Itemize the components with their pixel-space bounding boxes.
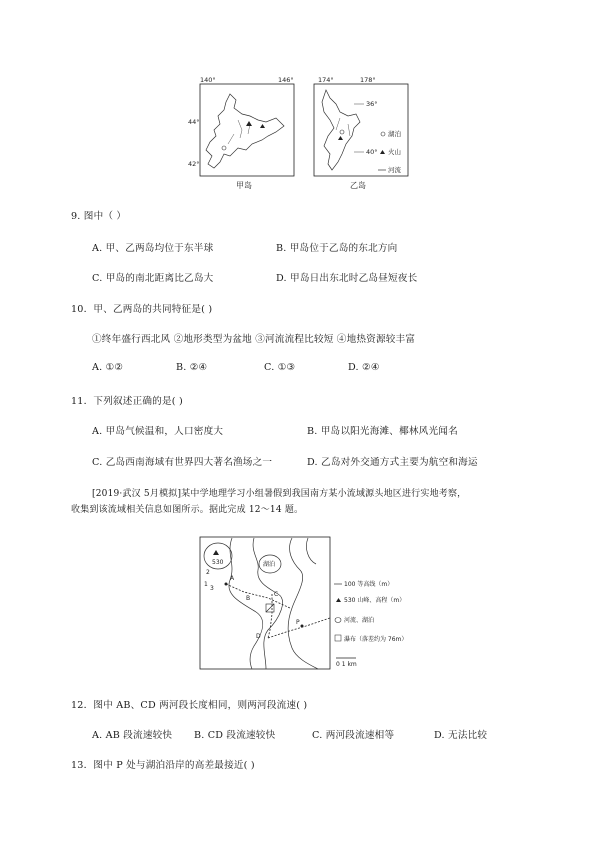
label-b: B xyxy=(246,595,251,602)
q9-option-b[interactable]: B. 甲岛位于乙岛的东北方向 xyxy=(276,243,398,254)
q10-option-c[interactable]: C. ①③ xyxy=(264,362,296,373)
q11-option-c[interactable]: C. 乙岛西南海域有世界四大著名渔场之一 xyxy=(92,457,273,468)
q11-option-b[interactable]: B. 甲岛以阳光海滩、椰林风光闻名 xyxy=(307,426,458,437)
q12-option-d[interactable]: D. 无法比较 xyxy=(434,730,488,741)
yi-volcano xyxy=(338,136,343,140)
lake-label: 湖泊 xyxy=(263,561,276,568)
jia-caption: 甲岛 xyxy=(236,181,252,190)
yi-lon-label-2: 178° xyxy=(360,76,376,84)
contour-line-1 xyxy=(229,538,263,669)
q10-option-a[interactable]: A. ①② xyxy=(92,362,124,373)
q12-option-b[interactable]: B. CD 段流速较快 xyxy=(194,730,276,741)
q10-statements: ①终年盛行西北风 ②地形类型为盆地 ③河流流程比较短 ④地热资源较丰富 xyxy=(92,334,416,345)
legend-river-lake: 河流、湖泊 xyxy=(344,617,375,624)
jia-lat-label-1: 44° xyxy=(188,118,200,126)
q11-stem: 11．下列叙述正确的是( ) xyxy=(71,396,183,407)
legend-river: 河流 xyxy=(388,166,401,174)
q10-stem: 10．甲、乙两岛的共同特征是( ) xyxy=(71,304,213,315)
jia-lon-label-1: 140° xyxy=(200,76,216,84)
contour-line-3 xyxy=(288,538,318,669)
q11-option-a[interactable]: A. 甲岛气候温和，人口密度大 xyxy=(92,426,224,437)
intro-line-1: [2019·武汉 5月模拟]某中学地理学习小组暑假到我国南方某小流域源头地区进行实地考察， xyxy=(92,489,467,499)
q11-option-d[interactable]: D. 乙岛对外交通方式主要为航空和海运 xyxy=(307,457,478,468)
label-c: C xyxy=(274,591,279,598)
intro-line-2: 收集到该流域相关信息如图所示。据此完成 12～14 题。 xyxy=(71,505,304,515)
lake-legend-icon xyxy=(381,132,385,136)
q10-option-b[interactable]: B. ②④ xyxy=(176,362,208,373)
river-lake-legend-icon xyxy=(335,618,341,623)
jia-lon-label-2: 146° xyxy=(278,76,294,84)
watershed-map-frame xyxy=(200,537,330,669)
peak-legend-icon xyxy=(336,598,341,602)
label-num3: 3 xyxy=(210,585,214,592)
peak-value: 530 xyxy=(212,559,224,566)
jia-lat-label-2: 42° xyxy=(188,160,200,168)
legend-scale: 0 1 km xyxy=(336,661,357,668)
q12-stem: 12．图中 AB、CD 两河段长度相同，则两河段流速( ) xyxy=(71,700,308,711)
yi-lat-label-1: 36° xyxy=(366,100,378,108)
q13-stem: 13．图中 P 处与湖泊沿岸的高差最接近( ) xyxy=(71,760,255,771)
yi-caption: 乙岛 xyxy=(350,181,366,190)
q10-option-d[interactable]: D. ②④ xyxy=(348,362,380,373)
q12-option-a[interactable]: A. AB 段流速较快 xyxy=(92,730,173,741)
yi-river xyxy=(336,118,350,136)
label-p: P xyxy=(296,619,300,626)
waterfall-hatch xyxy=(266,604,274,612)
legend-lake: 湖泊 xyxy=(388,130,401,138)
label-num2: 2 xyxy=(206,569,210,576)
river-down xyxy=(268,594,272,638)
legend-peak: 530 山峰、高程（m） xyxy=(344,597,406,604)
watershed-map-figure xyxy=(196,534,436,674)
q12-option-c[interactable]: C. 两河段流速相等 xyxy=(312,730,395,741)
waterfall-legend-icon xyxy=(335,635,341,641)
q9-option-d[interactable]: D. 甲岛日出东北时乙岛昼短夜长 xyxy=(276,273,418,284)
yi-lat-label-2: 40° xyxy=(366,148,378,156)
q9-stem: 9. 图中（ ） xyxy=(71,211,127,222)
jia-volcano-2 xyxy=(260,124,265,128)
legend-waterfall: 瀑布（落差约为 76m） xyxy=(344,636,408,643)
yi-lon-label-1: 174° xyxy=(318,76,334,84)
jia-river xyxy=(228,120,250,144)
peak-icon xyxy=(213,550,219,555)
volcano-legend-icon xyxy=(380,150,385,154)
label-d: D xyxy=(256,633,261,640)
point-p xyxy=(301,625,304,628)
yi-lake xyxy=(340,130,344,134)
jia-island-outline xyxy=(206,94,284,168)
label-num1: 1 xyxy=(204,581,208,588)
q9-option-a[interactable]: A. 甲、乙两岛均位于东半球 xyxy=(92,243,214,254)
jia-volcano xyxy=(246,121,252,126)
island-maps-figure xyxy=(190,74,410,194)
contour-line-4 xyxy=(306,538,316,564)
point-a xyxy=(225,583,228,586)
legend-contour: 100 等高线（m） xyxy=(344,581,394,588)
jia-lake xyxy=(222,146,226,150)
label-a: A xyxy=(230,575,235,582)
legend-volcano: 火山 xyxy=(388,148,401,156)
q9-option-c[interactable]: C. 甲岛的南北距离比乙岛大 xyxy=(92,273,214,284)
